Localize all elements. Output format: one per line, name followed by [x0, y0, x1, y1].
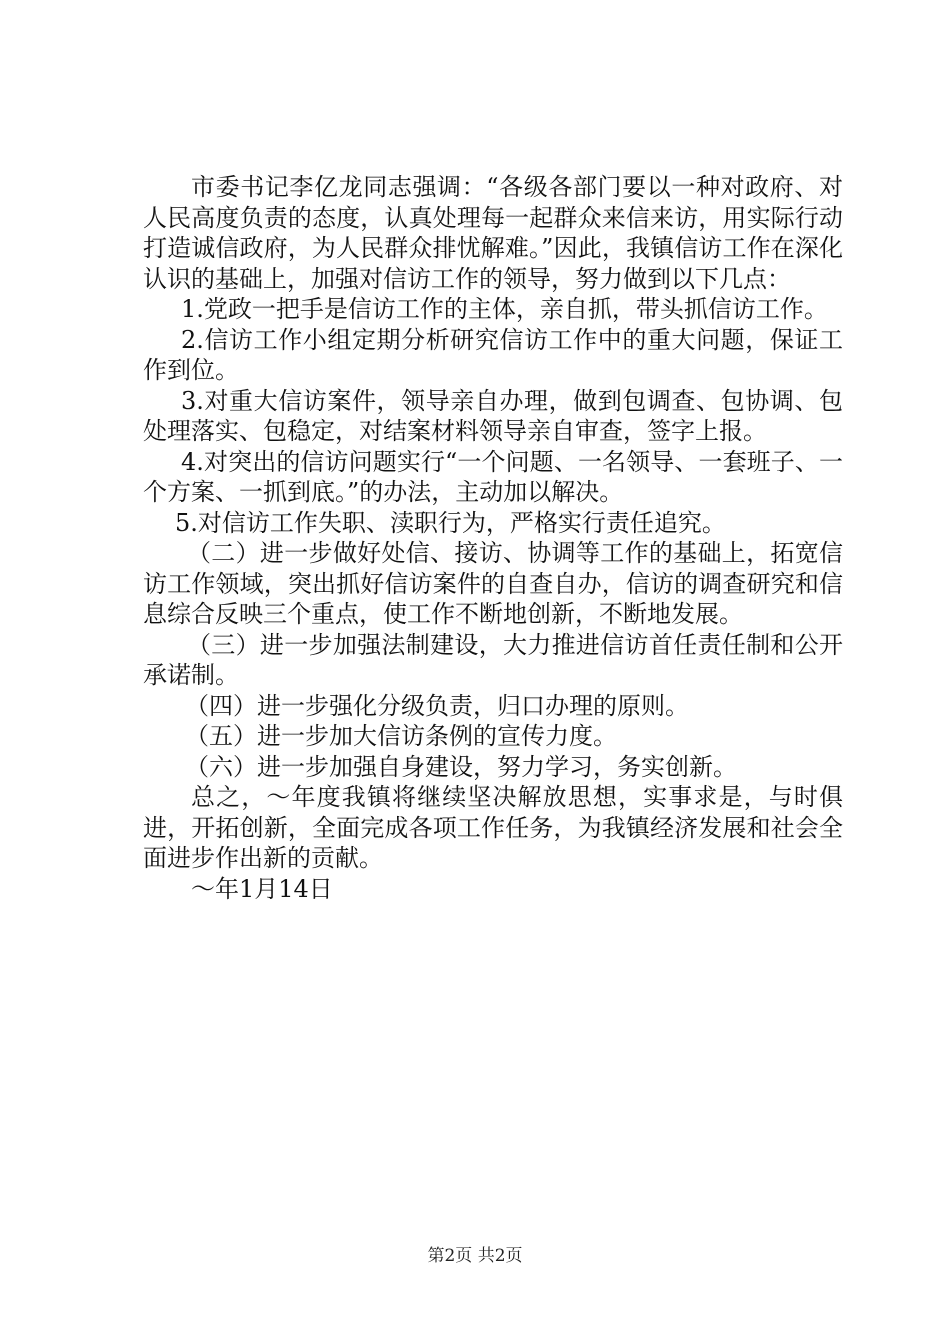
section-4: （四）进一步强化分级负责，归口办理的原则。 [185, 691, 689, 720]
section-6: （六）进一步加强自身建设，努力学习，务实创新。 [185, 752, 737, 781]
section-2: （二）进一步做好处信、接访、协调等工作的基础上，拓宽信访工作领域，突出抓好信访案件的自查自办，信访的调查研究和信息综合反映三个重点，使工作不断地创新，不断地发展。 [143, 539, 843, 628]
point-2: 2.信访工作小组定期分析研究信访工作中的重大问题，保证工作到位。 [143, 325, 843, 384]
point-3: 3.对重大信访案件，领导亲自办理，做到包调查、包协调、包处理落实、包稳定，对结案材料领导亲自审查，签字上报。 [143, 386, 843, 445]
document-body [143, 172, 843, 904]
date-line: ～年1月14日 [191, 874, 333, 903]
point-1: 1.党政一把手是信访工作的主体，亲自抓，带头抓信访工作。 [181, 295, 828, 323]
point-5: 5.对信访工作失职、渎职行为，严格实行责任追究。 [175, 508, 726, 537]
section-3: （三）进一步加强法制建设，大力推进信访首任责任制和公开承诺制。 [143, 630, 843, 689]
section-5: （五）进一步加大信访条例的宣传力度。 [185, 722, 617, 750]
intro-paragraph: 市委书记李亿龙同志强调：“各级各部门要以一种对政府、对人民高度负责的态度，认真处理每一起群众来信来访，用实际行动打造诚信政府，为人民群众排忧解难。”因此，我镇信访工作在深化认识的基础上，加强对信访工作的领导，努力做到以下几点： [143, 173, 843, 293]
page-number-footer: 第2页 共2页 [427, 1246, 523, 1266]
point-4: 4.对突出的信访问题实行“一个问题、一名领导、一套班子、一个方案、一抓到底。”的办法，主动加以解决。 [143, 447, 843, 506]
summary-paragraph: 总之，～年度我镇将继续坚决解放思想，实事求是，与时俱进，开拓创新，全面完成各项工作任务，为我镇经济发展和社会全面进步作出新的贡献。 [143, 783, 843, 872]
